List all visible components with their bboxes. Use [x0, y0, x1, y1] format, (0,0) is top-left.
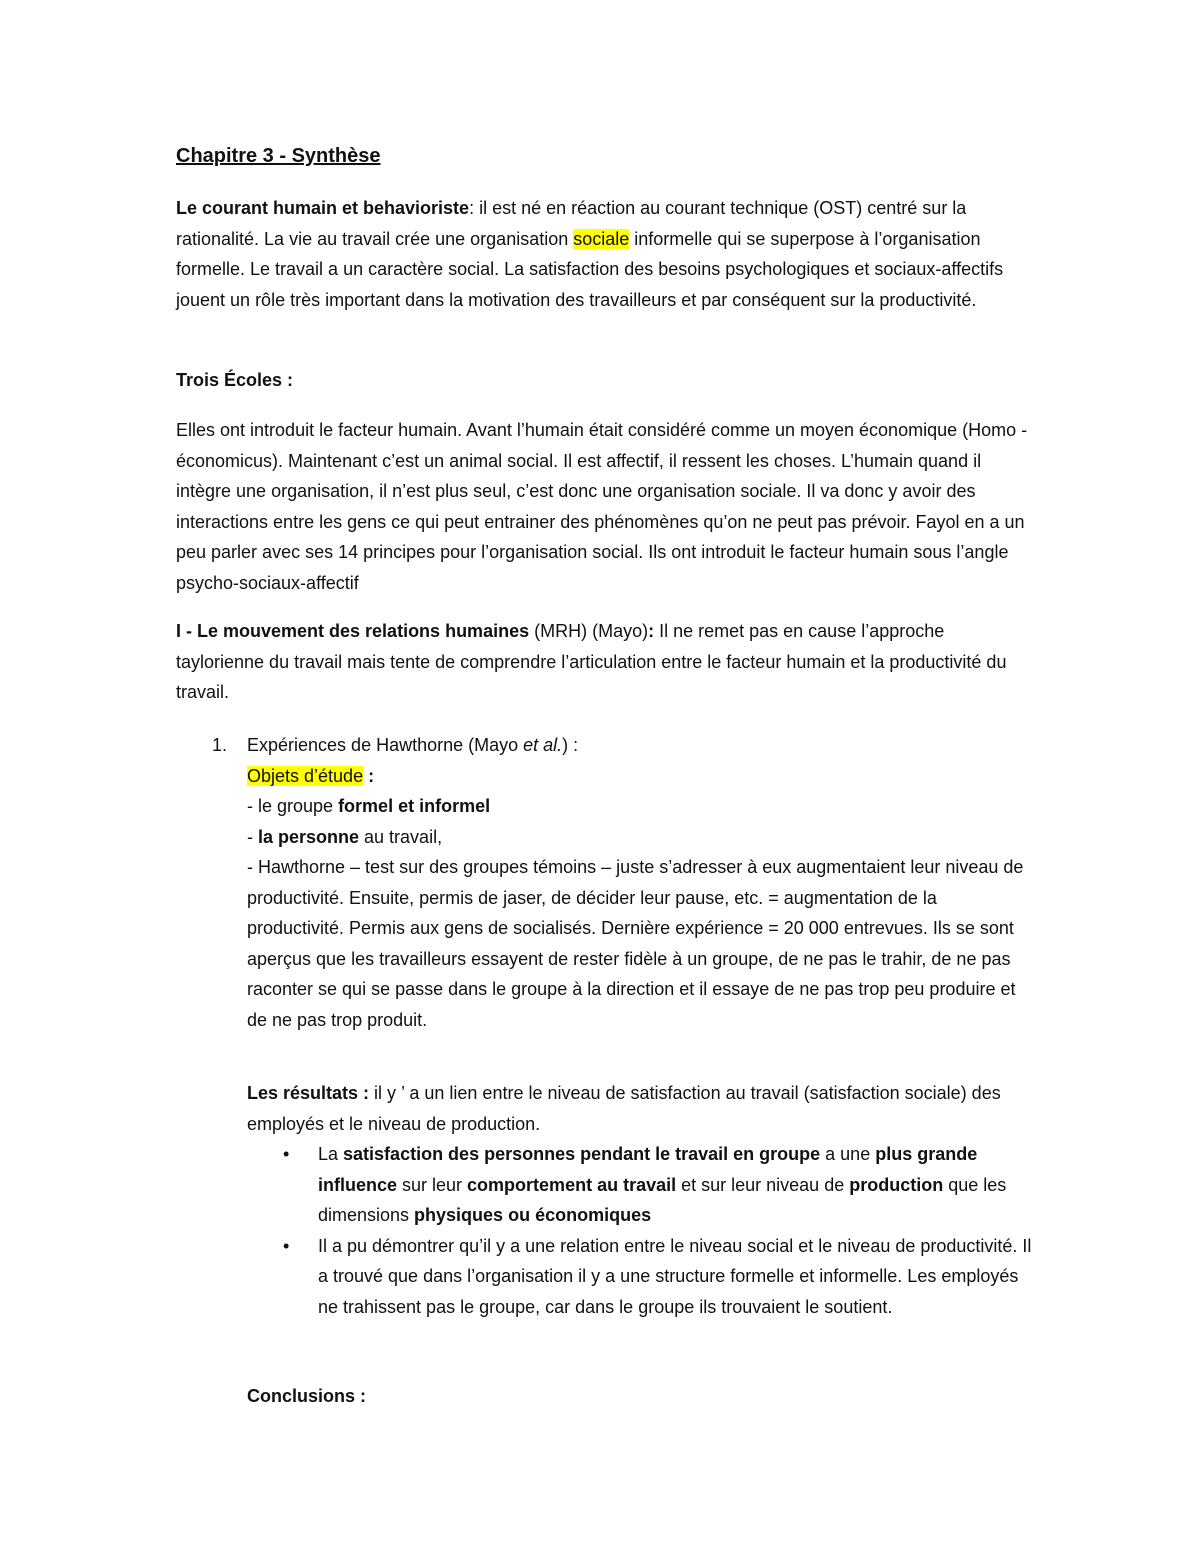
intro-text-2: informelle qui se superpose à l’organisation formelle. Le travail a un caractère social. La satisfaction des besoins psychologiques et sociaux-affectifs jouent un rôle très important dans la motivation des travailleurs et par conséquent sur la productivité. [176, 228, 1004, 310]
groupe-line-a: - le groupe [247, 796, 339, 816]
personne-line-b: la personne [258, 826, 360, 847]
objets-etude-highlight: Objets d’étude [247, 765, 364, 786]
b1-d: plus grande influence [318, 1144, 978, 1195]
b1-f: comportement au travail [467, 1174, 677, 1195]
section-1-paragraph [176, 616, 1036, 708]
resultats-bullets [247, 1139, 1037, 1322]
hawthorne-etal: et al. [523, 735, 563, 755]
section-1-text: Il ne remet pas en cause l’approche taylorienne du travail mais tente de comprendre l’articulation entre le facteur humain et la productivité du travail. [176, 621, 1007, 702]
bullet-icon: • [283, 1235, 290, 1256]
groupe-line-b: formel et informel [338, 796, 491, 816]
list-item-hawthorne [247, 730, 1037, 1035]
list-number-1: 1. [212, 735, 228, 755]
section-1-colon: : [648, 621, 655, 641]
section-1-mrh: (MRH) (Mayo) [529, 621, 649, 641]
highlight-sociale: sociale [573, 228, 630, 249]
b1-h: production [849, 1174, 944, 1195]
intro-text-1: : il est né en réaction au courant technique (OST) centré sur la rationalité. La vie au travail crée une organisation [176, 198, 967, 249]
b1-i: que les dimensions [318, 1174, 1007, 1225]
section-1-heading: I - Le mouvement des relations humaines [176, 621, 530, 641]
hawthorne-description: - Hawthorne – test sur des groupes témoins – juste s’adresser à eux augmentaient leur niveau de productivité. Ensuite, permis de jaser, de décider leur pause, etc. = augmentation de la productivité. Permis aux gens de socialisés. Dernière expérience = 20 000 entrevues. Ils se sont aperçus que les travailleurs essayent de rester fidèle à un groupe, de ne pas le trahir, de ne pas raconter se qui se passe dans le groupe à la direction et il essaye de ne pas trop peu produire et de ne pas trop produit. [247, 857, 1024, 1030]
bullet-item-1 [247, 1139, 1037, 1231]
resultats-text: il y ’ a un lien entre le niveau de satisfaction au travail (satisfaction sociale) des employés et le niveau de production. [247, 1083, 1001, 1134]
b1-b: satisfaction des personnes pendant le travail en groupe [343, 1144, 821, 1164]
bullet-item-2 [247, 1231, 1037, 1323]
hawthorne-title-a: Expériences de Hawthorne (Mayo [247, 735, 524, 755]
b1-g: et sur leur niveau de [676, 1174, 850, 1195]
resultats-lead: Les résultats : [247, 1083, 370, 1103]
objets-etude-colon: : [363, 765, 375, 786]
resultats-paragraph [247, 1078, 1037, 1139]
b2-text: Il a pu démontrer qu’il y a une relation entre le niveau social et le niveau de productivité. Il a trouvé que dans l’organisation il y a une structure formelle et informelle. Les employés ne trahissent pas le groupe, car dans le groupe ils trouvaient le soutient. [318, 1235, 1032, 1317]
ecoles-paragraph: Elles ont introduit le facteur humain. Avant l’humain était considéré comme un moyen économique (Homo - économicus). Maintenant c’est un animal social. Il est affectif, il ressent les choses. L’humain quand il intègre une organisation, il n’est plus seul, c’est donc une organisation sociale. Il va donc y avoir des interactions entre les gens ce qui peut entrainer des phénomènes qu’on ne peut pas prévoir. Fayol en a un peu parler avec ses 14 principes pour l’organisation social. Ils ont introduit le facteur humain sous l’angle psycho-sociaux-affectif [176, 420, 1028, 593]
hawthorne-title-b: ) : [562, 735, 579, 755]
intro-lead: Le courant humain et behavioriste [176, 198, 470, 218]
personne-line-a: - [247, 826, 258, 847]
b1-c: a une [820, 1144, 876, 1164]
b1-a: La [318, 1144, 344, 1164]
page-title: Chapitre 3 - Synthèse [176, 145, 381, 167]
b1-e: sur leur [397, 1174, 468, 1195]
bullet-icon: • [283, 1144, 290, 1164]
b1-j: physiques ou économiques [414, 1205, 652, 1225]
heading-trois-ecoles: Trois Écoles : [176, 370, 294, 390]
personne-line-c: au travail, [359, 826, 443, 847]
intro-paragraph [176, 193, 1036, 315]
heading-conclusions: Conclusions : [247, 1386, 367, 1406]
